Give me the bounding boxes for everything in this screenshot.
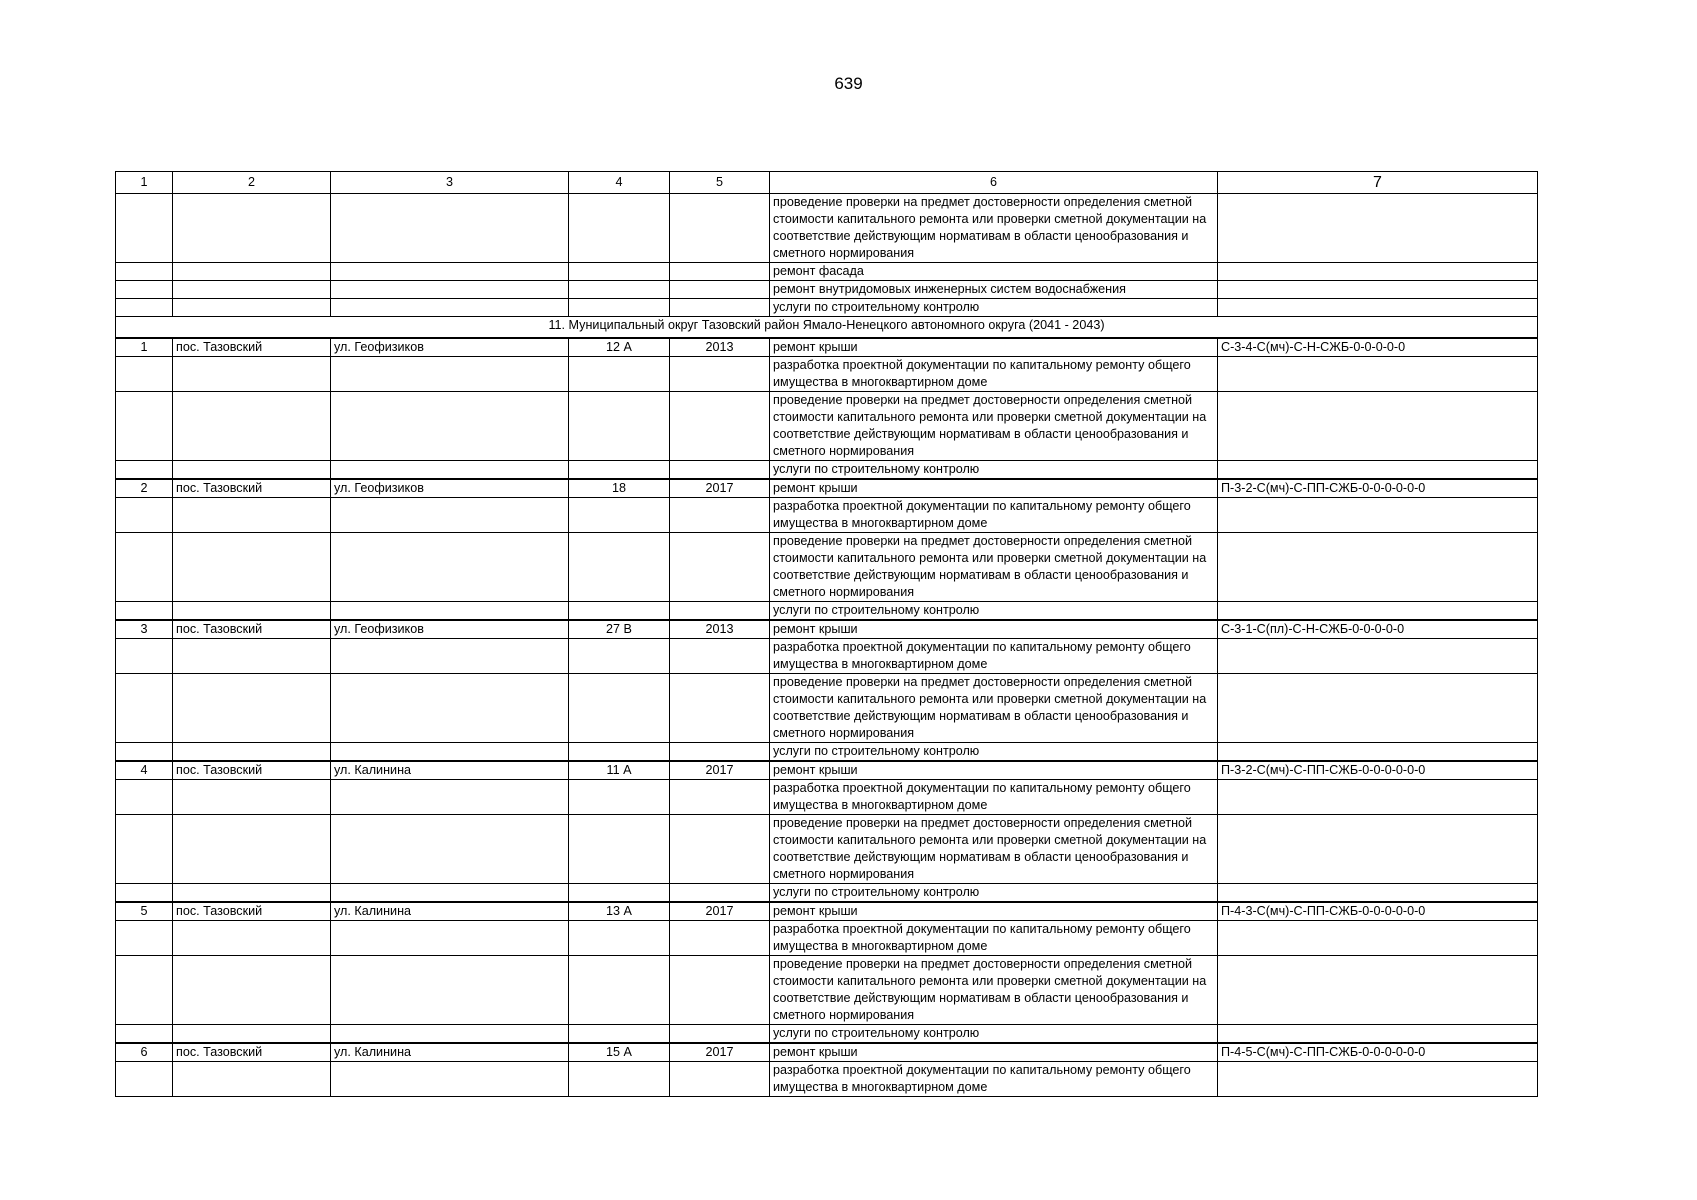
settlement-cell (173, 263, 331, 281)
house-number-cell (569, 639, 670, 674)
settlement-cell (173, 1025, 331, 1044)
settlement-cell (173, 743, 331, 762)
house-number-cell: 18 (569, 479, 670, 498)
table-row (116, 533, 1538, 602)
work-type-cell: ремонт фасада (770, 263, 1218, 281)
work-type-cell: услуги по строительному контролю (770, 1025, 1218, 1044)
table-row (116, 1062, 1538, 1097)
settlement-cell: пос. Тазовский (173, 1043, 331, 1062)
code-cell (1218, 263, 1538, 281)
street-cell (331, 357, 569, 392)
table-body (116, 172, 1538, 1097)
row-number-cell (116, 1062, 173, 1097)
house-number-cell (569, 1062, 670, 1097)
row-number-cell (116, 743, 173, 762)
table-row (116, 299, 1538, 317)
settlement-cell (173, 602, 331, 621)
row-number-cell: 1 (116, 338, 173, 357)
house-number-cell: 12 А (569, 338, 670, 357)
year-cell (670, 780, 770, 815)
row-number-cell (116, 533, 173, 602)
work-type-cell: проведение проверки на предмет достоверности определения сметной стоимости капитального ремонта или проверки сметной документации на соответствие действующим нормативам в области ценообразования и сметного нормирования (770, 956, 1218, 1025)
code-cell (1218, 674, 1538, 743)
settlement-cell (173, 780, 331, 815)
work-type-cell: проведение проверки на предмет достоверности определения сметной стоимости капитального ремонта или проверки сметной документации на соответствие действующим нормативам в области ценообразования и сметного нормирования (770, 392, 1218, 461)
work-type-cell: разработка проектной документации по капитальному ремонту общего имущества в многоквартирном доме (770, 639, 1218, 674)
year-cell (670, 815, 770, 884)
year-cell: 2017 (670, 1043, 770, 1062)
table-row (116, 498, 1538, 533)
table-row (116, 338, 1538, 357)
year-cell (670, 263, 770, 281)
work-type-cell: разработка проектной документации по капитальному ремонту общего имущества в многоквартирном доме (770, 780, 1218, 815)
year-cell (670, 533, 770, 602)
street-cell: ул. Калинина (331, 761, 569, 780)
settlement-cell (173, 461, 331, 480)
street-cell (331, 921, 569, 956)
settlement-cell (173, 639, 331, 674)
house-number-cell (569, 780, 670, 815)
table-row (116, 281, 1538, 299)
table-row (116, 392, 1538, 461)
row-number-cell: 3 (116, 620, 173, 639)
settlement-cell (173, 498, 331, 533)
work-type-cell: разработка проектной документации по капитальному ремонту общего имущества в многоквартирном доме (770, 1062, 1218, 1097)
year-cell (670, 1025, 770, 1044)
year-cell (670, 281, 770, 299)
year-cell (670, 299, 770, 317)
street-cell (331, 1025, 569, 1044)
work-type-cell: ремонт крыши (770, 479, 1218, 498)
row-number-cell (116, 956, 173, 1025)
row-number-cell: 4 (116, 761, 173, 780)
code-cell: П-3-2-С(мч)-С-ПП-СЖБ-0-0-0-0-0-0 (1218, 761, 1538, 780)
house-number-cell (569, 1025, 670, 1044)
code-cell (1218, 815, 1538, 884)
settlement-cell (173, 357, 331, 392)
street-cell (331, 281, 569, 299)
work-type-cell: проведение проверки на предмет достоверности определения сметной стоимости капитального ремонта или проверки сметной документации на соответствие действующим нормативам в области ценообразования и сметного нормирования (770, 533, 1218, 602)
street-cell (331, 956, 569, 1025)
year-cell (670, 674, 770, 743)
street-cell (331, 392, 569, 461)
work-type-cell: разработка проектной документации по капитальному ремонту общего имущества в многоквартирном доме (770, 921, 1218, 956)
work-type-cell: ремонт внутридомовых инженерных систем водоснабжения (770, 281, 1218, 299)
street-cell (331, 194, 569, 263)
work-type-cell: ремонт крыши (770, 1043, 1218, 1062)
settlement-cell (173, 815, 331, 884)
year-cell (670, 602, 770, 621)
row-number-cell: 6 (116, 1043, 173, 1062)
year-cell (670, 498, 770, 533)
code-cell (1218, 743, 1538, 762)
year-cell: 2013 (670, 620, 770, 639)
street-cell (331, 674, 569, 743)
table-row (116, 461, 1538, 480)
work-type-cell: разработка проектной документации по капитальному ремонту общего имущества в многоквартирном доме (770, 357, 1218, 392)
table-row (116, 956, 1538, 1025)
settlement-cell (173, 884, 331, 903)
repair-schedule-table (115, 171, 1538, 1097)
code-cell (1218, 921, 1538, 956)
work-type-cell: услуги по строительному контролю (770, 884, 1218, 903)
street-cell (331, 533, 569, 602)
work-type-cell: ремонт крыши (770, 620, 1218, 639)
street-cell (331, 1062, 569, 1097)
settlement-cell: пос. Тазовский (173, 479, 331, 498)
column-number: 5 (670, 172, 770, 194)
work-type-cell: ремонт крыши (770, 761, 1218, 780)
house-number-cell (569, 921, 670, 956)
street-cell (331, 602, 569, 621)
column-number-row (116, 172, 1538, 194)
row-number-cell (116, 815, 173, 884)
table-row (116, 602, 1538, 621)
year-cell (670, 884, 770, 903)
table-row (116, 761, 1538, 780)
row-number-cell (116, 884, 173, 903)
table-row (116, 620, 1538, 639)
code-cell: П-3-2-С(мч)-С-ПП-СЖБ-0-0-0-0-0-0 (1218, 479, 1538, 498)
code-cell (1218, 194, 1538, 263)
row-number-cell (116, 357, 173, 392)
table-row (116, 743, 1538, 762)
code-cell (1218, 639, 1538, 674)
house-number-cell (569, 299, 670, 317)
row-number-cell (116, 674, 173, 743)
year-cell (670, 194, 770, 263)
street-cell (331, 299, 569, 317)
row-number-cell: 2 (116, 479, 173, 498)
house-number-cell: 15 А (569, 1043, 670, 1062)
table-row (116, 815, 1538, 884)
house-number-cell (569, 263, 670, 281)
code-cell (1218, 461, 1538, 480)
settlement-cell: пос. Тазовский (173, 620, 331, 639)
house-number-cell (569, 956, 670, 1025)
row-number-cell (116, 263, 173, 281)
settlement-cell (173, 674, 331, 743)
house-number-cell (569, 602, 670, 621)
house-number-cell (569, 281, 670, 299)
settlement-cell (173, 392, 331, 461)
row-number-cell (116, 639, 173, 674)
row-number-cell: 5 (116, 902, 173, 921)
row-number-cell (116, 1025, 173, 1044)
work-type-cell: ремонт крыши (770, 902, 1218, 921)
column-number: 4 (569, 172, 670, 194)
year-cell (670, 921, 770, 956)
table-row (116, 639, 1538, 674)
row-number-cell (116, 461, 173, 480)
code-cell: П-4-5-С(мч)-С-ПП-СЖБ-0-0-0-0-0-0 (1218, 1043, 1538, 1062)
table-row (116, 263, 1538, 281)
code-cell (1218, 281, 1538, 299)
code-cell (1218, 498, 1538, 533)
work-type-cell: проведение проверки на предмет достоверности определения сметной стоимости капитального ремонта или проверки сметной документации на соответствие действующим нормативам в области ценообразования и сметного нормирования (770, 674, 1218, 743)
year-cell (670, 639, 770, 674)
work-type-cell: услуги по строительному контролю (770, 461, 1218, 480)
year-cell (670, 357, 770, 392)
work-type-cell: проведение проверки на предмет достоверности определения сметной стоимости капитального ремонта или проверки сметной документации на соответствие действующим нормативам в области ценообразования и сметного нормирования (770, 194, 1218, 263)
year-cell (670, 1062, 770, 1097)
year-cell: 2017 (670, 479, 770, 498)
year-cell (670, 392, 770, 461)
work-type-cell: услуги по строительному контролю (770, 299, 1218, 317)
code-cell: П-4-3-С(мч)-С-ПП-СЖБ-0-0-0-0-0-0 (1218, 902, 1538, 921)
settlement-cell (173, 194, 331, 263)
street-cell: ул. Геофизиков (331, 338, 569, 357)
house-number-cell: 27 В (569, 620, 670, 639)
house-number-cell (569, 674, 670, 743)
code-cell (1218, 357, 1538, 392)
year-cell: 2017 (670, 761, 770, 780)
year-cell (670, 743, 770, 762)
row-number-cell (116, 392, 173, 461)
code-cell (1218, 602, 1538, 621)
house-number-cell: 13 А (569, 902, 670, 921)
code-cell: С-3-1-С(пл)-С-Н-СЖБ-0-0-0-0-0 (1218, 620, 1538, 639)
table-row (116, 884, 1538, 903)
house-number-cell (569, 884, 670, 903)
street-cell (331, 263, 569, 281)
row-number-cell (116, 602, 173, 621)
settlement-cell: пос. Тазовский (173, 902, 331, 921)
street-cell (331, 884, 569, 903)
street-cell (331, 498, 569, 533)
house-number-cell (569, 194, 670, 263)
street-cell: ул. Геофизиков (331, 479, 569, 498)
house-number-cell: 11 А (569, 761, 670, 780)
table-row (116, 194, 1538, 263)
year-cell (670, 956, 770, 1025)
work-type-cell: услуги по строительному контролю (770, 743, 1218, 762)
table-row (116, 780, 1538, 815)
code-cell (1218, 1062, 1538, 1097)
street-cell (331, 461, 569, 480)
code-cell (1218, 1025, 1538, 1044)
column-number: 3 (331, 172, 569, 194)
table-row (116, 1043, 1538, 1062)
settlement-cell: пос. Тазовский (173, 338, 331, 357)
table-row (116, 674, 1538, 743)
street-cell: ул. Калинина (331, 1043, 569, 1062)
column-number: 7 (1218, 172, 1538, 194)
house-number-cell (569, 392, 670, 461)
year-cell: 2017 (670, 902, 770, 921)
house-number-cell (569, 743, 670, 762)
house-number-cell (569, 815, 670, 884)
section-row (116, 317, 1538, 339)
street-cell: ул. Калинина (331, 902, 569, 921)
table-row (116, 479, 1538, 498)
code-cell: С-3-4-С(мч)-С-Н-СЖБ-0-0-0-0-0 (1218, 338, 1538, 357)
settlement-cell (173, 956, 331, 1025)
street-cell (331, 743, 569, 762)
street-cell (331, 639, 569, 674)
house-number-cell (569, 461, 670, 480)
year-cell: 2013 (670, 338, 770, 357)
year-cell (670, 461, 770, 480)
house-number-cell (569, 498, 670, 533)
settlement-cell (173, 921, 331, 956)
row-number-cell (116, 498, 173, 533)
table-row (116, 1025, 1538, 1044)
street-cell: ул. Геофизиков (331, 620, 569, 639)
work-type-cell: разработка проектной документации по капитальному ремонту общего имущества в многоквартирном доме (770, 498, 1218, 533)
row-number-cell (116, 780, 173, 815)
settlement-cell (173, 299, 331, 317)
code-cell (1218, 956, 1538, 1025)
settlement-cell (173, 281, 331, 299)
house-number-cell (569, 357, 670, 392)
column-number: 2 (173, 172, 331, 194)
row-number-cell (116, 281, 173, 299)
street-cell (331, 780, 569, 815)
code-cell (1218, 884, 1538, 903)
code-cell (1218, 299, 1538, 317)
work-type-cell: проведение проверки на предмет достоверности определения сметной стоимости капитального ремонта или проверки сметной документации на соответствие действующим нормативам в области ценообразования и сметного нормирования (770, 815, 1218, 884)
table-row (116, 357, 1538, 392)
street-cell (331, 815, 569, 884)
row-number-cell (116, 194, 173, 263)
code-cell (1218, 392, 1538, 461)
settlement-cell: пос. Тазовский (173, 761, 331, 780)
column-number: 6 (770, 172, 1218, 194)
code-cell (1218, 533, 1538, 602)
column-number: 1 (116, 172, 173, 194)
work-type-cell: ремонт крыши (770, 338, 1218, 357)
table-row (116, 921, 1538, 956)
code-cell (1218, 780, 1538, 815)
page-number: 639 (834, 74, 863, 93)
row-number-cell (116, 299, 173, 317)
settlement-cell (173, 533, 331, 602)
settlement-cell (173, 1062, 331, 1097)
house-number-cell (569, 533, 670, 602)
table-row (116, 902, 1538, 921)
row-number-cell (116, 921, 173, 956)
work-type-cell: услуги по строительному контролю (770, 602, 1218, 621)
section-title: 11. Муниципальный округ Тазовский район Ямало-Ненецкого автономного округа (2041 - 2043) (116, 317, 1538, 339)
